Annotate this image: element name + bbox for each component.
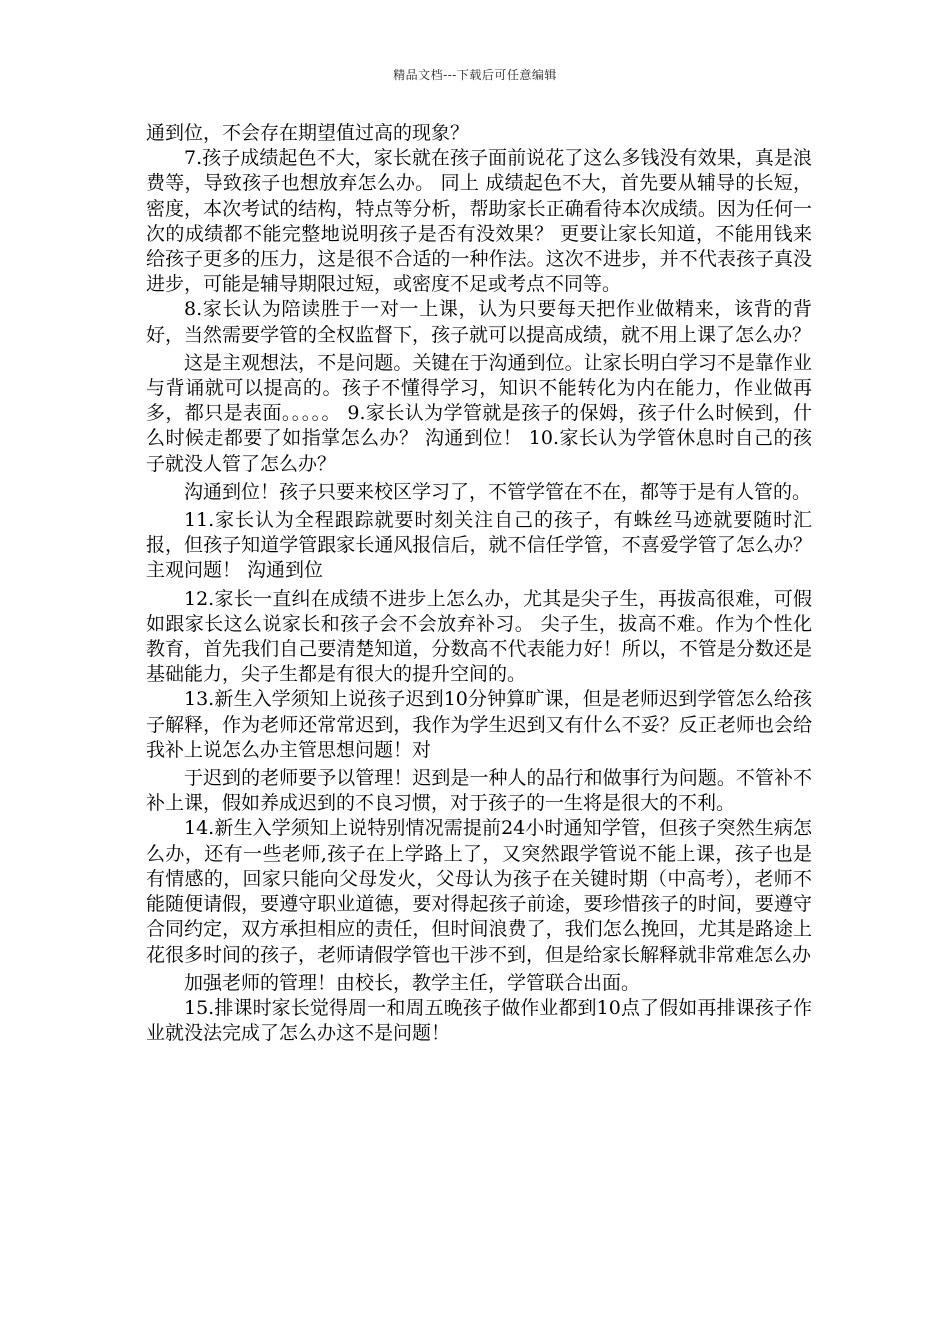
paragraph-10: 14.新生入学须知上说特别情况需提前24小时通知学管，但孩子突然生病怎么办，还有一些老师,孩子在上学路上了，又突然跟学管说不能上课，孩子也是有情感的，回家只能向父母发火，父母认为孩子在关键时期（中高考），老师不能随便请假，要遵守职业道德，要对得起孩子前途，要珍惜孩子的时间，要遵守合同约定，双方承担相应的责任，但时间浪费了，我们怎么挽回，尤其是路途上花很多时间的孩子，老师请假学管也干涉不到，但是给家长解释就非常难怎么办	[146, 817, 812, 966]
page-header: 精品文档---下载后可任意编辑	[393, 68, 557, 82]
paragraph-11: 加强老师的管理！由校长，教学主任，学管联合出面。	[184, 971, 641, 994]
paragraph-6: 11.家长认为全程跟踪就要时刻关注自己的孩子，有蛛丝马迹就要随时汇报，但孩子知道学管跟家长通风报信后，就不信任学管，不喜爱学管了怎么办？ 主观问题！ 沟通到位	[146, 509, 812, 582]
paragraph-3: 8.家长认为陪读胜于一对一上课，认为只要每天把作业做精来，该背的背好，当然需要学管的全权监督下，孩子就可以提高成绩，就不用上课了怎么办？	[146, 298, 812, 346]
paragraph-9: 于迟到的老师要予以管理！迟到是一种人的品行和做事行为问题。不管补不补上课，假如养成迟到的不良习惯，对于孩子的一生将是很大的不利。	[146, 767, 812, 815]
paragraph-5: 沟通到位！孩子只要来校区学习了，不管学管在不在，都等于是有人管的。	[184, 480, 812, 503]
paragraph-7: 12.家长一直纠在成绩不进步上怎么办，尤其是尖子生，再拔高很难，可假如跟家长这么说家长和孩子会不会放弃补习。 尖子生，拔高不难。作为个性化教育，首先我们自己要清楚知道，分数高不代表能力好！所以，不管是分数还是基础能力，尖子生都是有很大的提升空间的。	[146, 587, 812, 686]
document-body	[146, 121, 812, 1046]
paragraph-2: 7.孩子成绩起色不大，家长就在孩子面前说花了这么多钱没有效果，真是浪费等，导致孩子也想放弃怎么办。 同上 成绩起色不大，首先要从辅导的长短，密度，本次考试的结构，特点等分析，帮助家长正确看待本次成绩。因为任何一次的成绩都不能完整地说明孩子是否有没效果？ 更要让家长知道，不能用钱来给孩子更多的压力，这是很不合适的一种作法。这次不进步，并不代表孩子真没进步，可能是辅导期限过短，或密度不足或考点不同等。	[146, 147, 812, 296]
paragraph-8: 13.新生入学须知上说孩子迟到10分钟算旷课，但是老师迟到学管怎么给孩子解释，作为老师还常常迟到，我作为学生迟到又有什么不妥？反正老师也会给我补上说怎么办主管思想问题！对	[146, 688, 812, 761]
paragraph-12: 15.排课时家长觉得周一和周五晚孩子做作业都到10点了假如再排课孩子作业就没法完成了怎么办这不是问题！	[146, 996, 812, 1045]
paragraph-4: 这是主观想法，不是问题。关键在于沟通到位。让家长明白学习不是靠作业与背诵就可以提高的。孩子不懂得学习，知识不能转化为内在能力，作业做再多，都只是表面。。。。。 9.家长认为学管就是孩子的保姆，孩子什么时候到，什么时候走都要了如指掌怎么办？ 沟通到位！ 10.家长认为学管休息时自己的孩子就没人管了怎么办？	[146, 351, 812, 475]
paragraph-1: 通到位，不会存在期望值过高的现象？	[146, 122, 470, 144]
